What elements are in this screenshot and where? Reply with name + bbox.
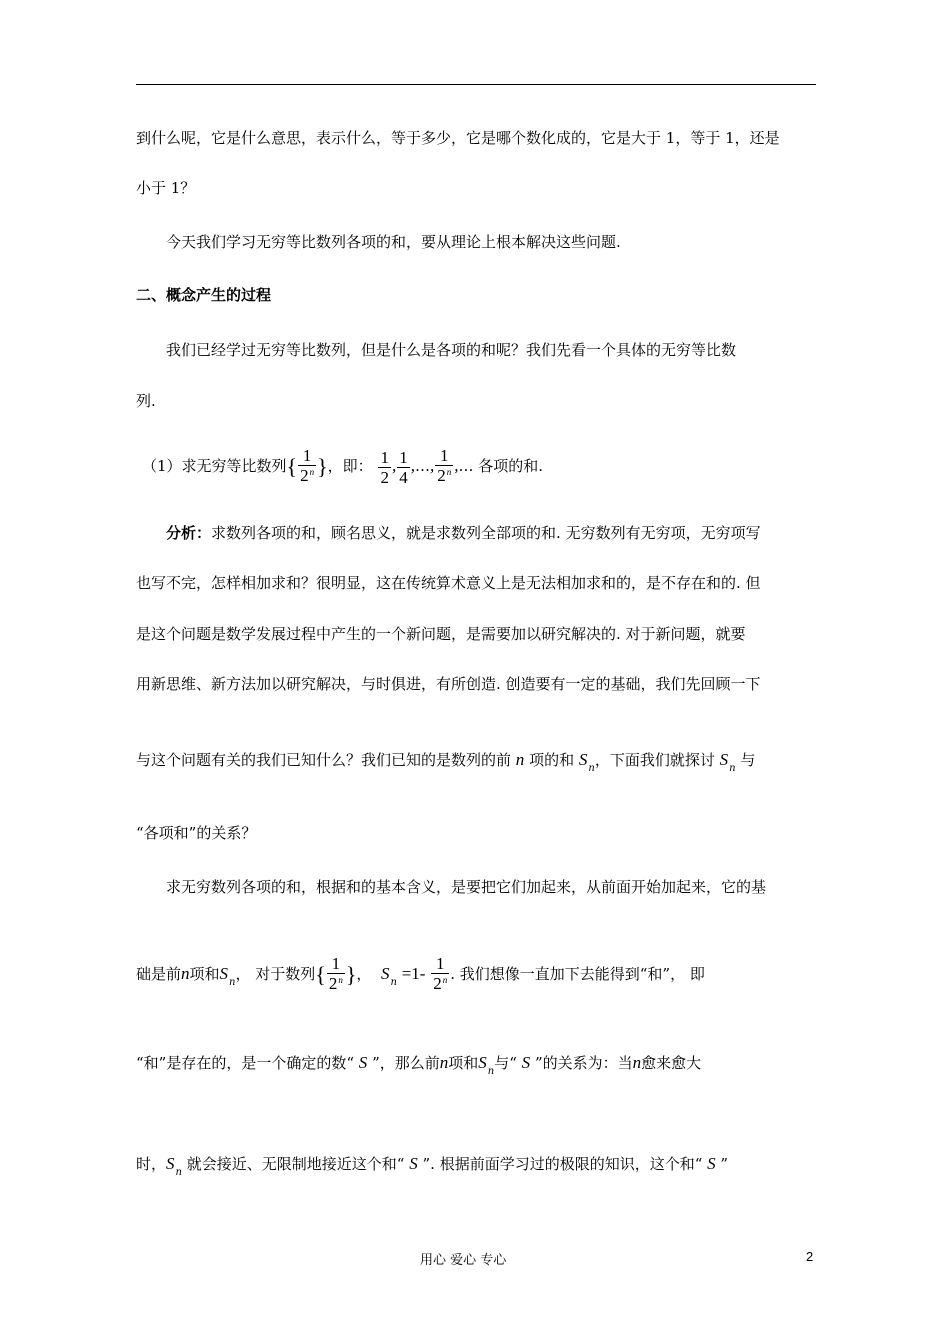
paragraph-line: 础是前n项和$S_n$， 对于数列{ $\frac{1}{2^n}$ }， $S_n =1-$ $\frac{1}{2^n}$ . 我们想像一直加下去能得到“和”， 即 [136, 952, 705, 999]
analysis-line: 是这个问题是数学发展过程中产生的一个新问题，是需要加以研究解决的. 对于新问题，就要 [136, 625, 746, 643]
analysis-line: 也写不完，怎样相加求和？很明显，这在传统算术意义上是无法相加求和的，是不存在和的. 但 [136, 574, 761, 592]
general-term-fraction: $\frac{1}{2^n}$ [327, 954, 345, 996]
analysis-line: “各项和”的关系？ [136, 824, 257, 842]
seq-term-1: $\frac{1}{2}$ [380, 447, 389, 487]
paragraph-line: 时，$S_n$ 就会接近、无限制地接近这个和“ S ”. 根据前面学习过的极限的知识，这个和“ S ” [136, 1154, 729, 1178]
question-mid: ，即： [327, 457, 373, 475]
paragraph-line: 求无穷数列各项的和，根据和的基本含义，是要把它们加起来，从前面开始加起来，它的基 [166, 878, 767, 896]
analysis-line: 与这个问题有关的我们已知什么？我们已知的是数列的前 n 项的和 $S_n$，下面我们就探讨 $S_n$ 与 [136, 750, 756, 774]
paragraph-line: 列. [136, 392, 156, 410]
sn-fraction: $\frac{1}{2^n}$ [431, 954, 449, 996]
section-heading: 二、概念产生的过程 [136, 286, 272, 304]
seq-term-n: $\frac{1}{2^n}$ [435, 446, 453, 488]
question-prefix: （1）求无穷等比数列 [142, 457, 287, 475]
analysis-line: 用新思维、新方法加以研究解决，与时俱进，有所创造. 创造要有一定的基础，我们先回顾一下 [136, 675, 761, 693]
analysis-line: 分析：求数列各项的和，顾名思义，就是求数列全部项的和. 无穷数列有无穷项，无穷项写 [166, 524, 761, 542]
general-term-fraction: $\frac{1}{2^n}$ [298, 446, 316, 488]
paragraph: 今天我们学习无穷等比数列各项的和，要从理论上根本解决这些问题. [166, 233, 621, 251]
question-suffix: 各项的和. [478, 457, 544, 475]
question-line: （1）求无穷等比数列{ $\frac{1}{2^n}$ }，即： $\frac{1}{2}$ , $\frac{1}{4}$ ,…, $\frac{1}{2^n}$ ,… 各项的和. [142, 446, 544, 487]
right-brace: } [317, 454, 328, 479]
paragraph-line: 到什么呢，它是什么意思，表示什么，等于多少，它是哪个数化成的，它是大于 1，等于 1，还是 [136, 129, 780, 147]
header-rule [136, 84, 816, 85]
seq-term-2: $\frac{1}{4}$ [399, 447, 408, 487]
analysis-label: 分析 [166, 524, 197, 542]
page-footer: 用心 爱心 专心 [420, 1253, 507, 1268]
paragraph-line: “和”是存在的，是一个确定的数“ S ”，那么前n项和$S_n$与“ S ”的关系为：当n愈来愈大 [136, 1053, 702, 1077]
page-number: 2 [806, 1249, 814, 1264]
left-brace: { [286, 454, 298, 479]
paragraph-line: 小于 1？ [136, 179, 196, 197]
paragraph-line: 我们已经学过无穷等比数列，但是什么是各项的和呢？我们先看一个具体的无穷等比数 [166, 341, 737, 359]
